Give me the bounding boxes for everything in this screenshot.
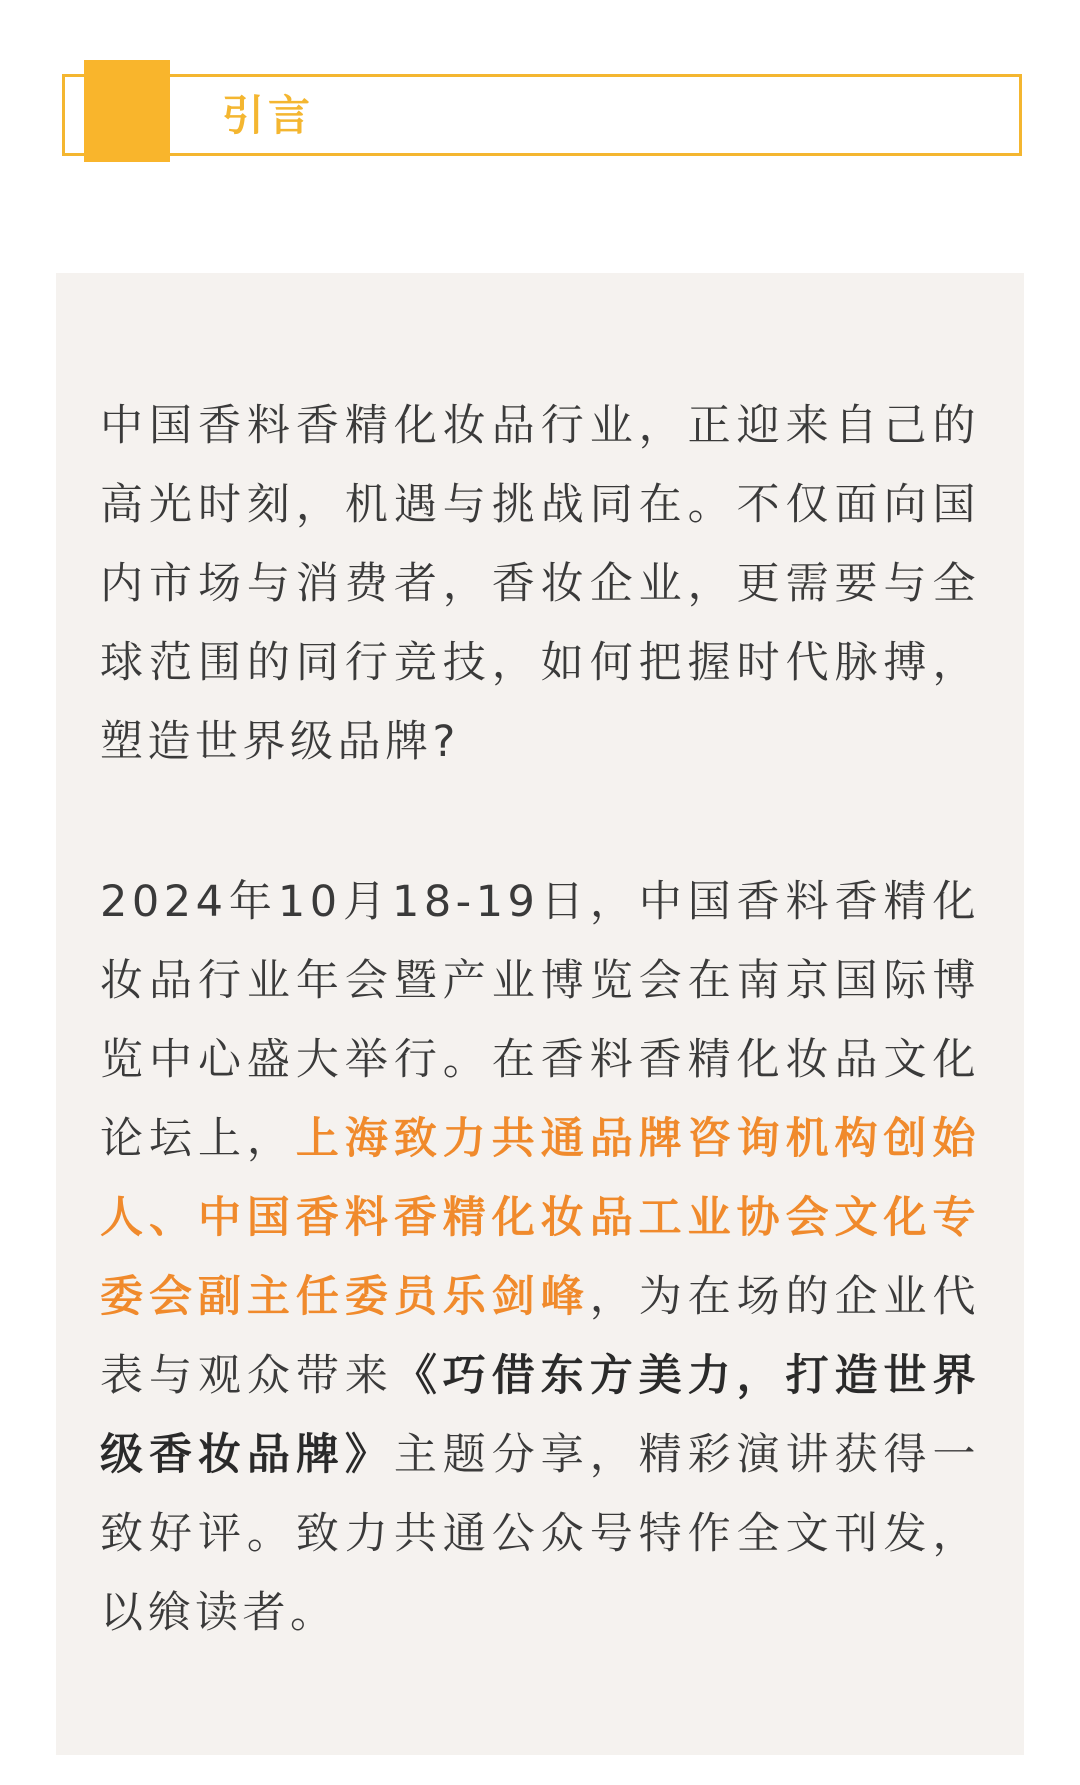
- paragraph-2-text-start: 2024年10月18-19日，中国香料香精化妆品行业年会暨产业博览会在南京国际博览中心盛大举行。在香料香精化妆品文化论坛上，: [100, 877, 980, 1164]
- intro-paragraph-1: 中国香料香精化妆品行业，正迎来自己的高光时刻，机遇与挑战同在。不仅面向国内市场与消费者，香妆企业，更需要与全球范围的同行竞技，如何把握时代脉搏，塑造世界级品牌?: [100, 401, 980, 767]
- section-header-frame: [62, 74, 1022, 156]
- paragraph-2-text-middle: ，为在场的企业代表与观众带来: [100, 1272, 981, 1401]
- intro-card: [56, 273, 1024, 1755]
- talk-title: 《巧借东方美力，打造世界级香妆品牌》: [100, 1351, 981, 1480]
- section-title: 引言: [222, 91, 315, 140]
- paragraph-2-text-end: 主题分享，精彩演讲获得一致好评。致力共通公众号特作全文刊发，以飨读者。: [100, 1430, 981, 1638]
- speaker-highlight: 上海致力共通品牌咨询机构创始人、中国香料香精化妆品工业协会文化专委会副主任委员乐剑峰: [100, 1114, 981, 1322]
- section-header-accent-block: [84, 60, 170, 162]
- intro-paragraph-2: [100, 863, 980, 1653]
